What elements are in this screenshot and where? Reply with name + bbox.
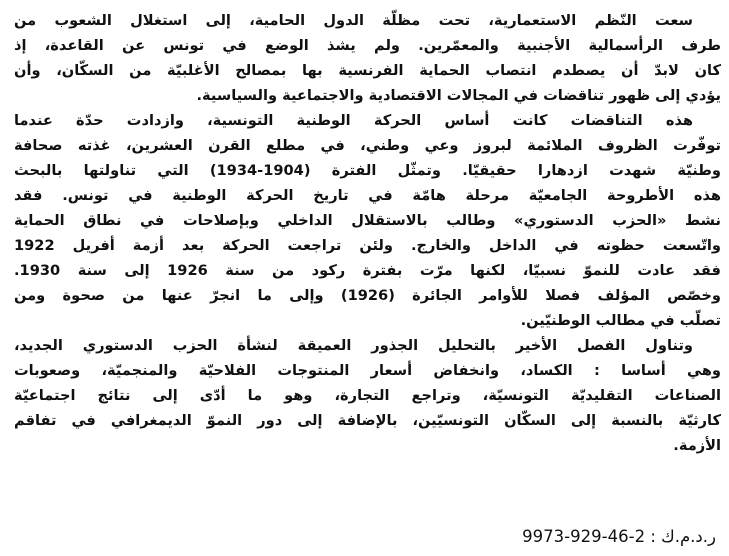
body-text — [14, 8, 721, 458]
text-line: وخصّص المؤلف فصلا للأوامر الجائرة (1926) وإلى ما انجرّ عنها من صحوة ومن — [14, 287, 721, 304]
text-line: يؤدي إلى ظهور تناقضات في المجالات الاقتصادية والاجتماعية والسياسية. — [196, 87, 721, 104]
text-line: وطنيّة شهدت ازدهارا حقيقيّا. وتمثّل الفترة (1904-1934) التي تناولتها بالبحث — [14, 162, 721, 179]
text-line: سعت النّظم الاستعمارية، تحت مظلّة الدول الحامية، إلى استغلال الشعوب من — [14, 12, 693, 29]
isbn-number: ر.د.م.ك : 2-46-929-9973 — [522, 527, 716, 546]
text-line: طرف الرأسمالية الأجنبية والمعمّرين. ولم يشذ الوضع في تونس عن القاعدة، إذ — [14, 37, 721, 54]
text-line: نشط «الحزب الدستوري» وطالب بالاستقلال الداخلي وبإصلاحات في نطاق الحماية — [14, 212, 721, 229]
text-line: كان لابدّ أن يصطدم انتصاب الحماية الفرنسية بها بمصالح الأغلبيّة من السكّان، وأن — [14, 62, 721, 79]
text-line: واتّسعت حظوته في الداخل والخارج. ولئن تراجعت الحركة بعد أزمة أفريل 1922 — [14, 237, 721, 254]
text-line: وتناول الفصل الأخير بالتحليل الجذور العميقة لنشأة الحزب الدستوري الجديد، — [14, 337, 693, 354]
text-line: الأزمة. — [673, 437, 721, 454]
text-line: فقد عادت للنموّ نسبيّا، لكنها مرّت بفترة ركود من سنة 1926 إلى سنة 1930. — [14, 262, 721, 279]
text-line: الصناعات التقليديّة التونسيّة، وتراجع التجارة، وهو ما أدّى إلى نتائج اجتماعيّة — [14, 387, 721, 404]
text-line: هذه الأطروحة الجامعيّة مرحلة هامّة في تاريخ الحركة الوطنية في تونس. فقد — [14, 187, 721, 204]
text-line: كارثيّة بالنسبة إلى السكّان التونسيّين، بالإضافة إلى دور النموّ الديمغرافي في تفاقم — [14, 412, 721, 429]
text-line: تصلّب في مطالب الوطنيّين. — [520, 312, 721, 329]
text-line: هذه التناقضات كانت أساس الحركة الوطنية التونسية، وازدادت حدّة عندما — [14, 112, 693, 129]
text-line: توفّرت الظروف الملائمة لبروز وعي وطني، في مطلع القرن العشرين، غذته صحافة — [14, 137, 721, 154]
text-line: وهي أساسا : الكساد، وانخفاض أسعار المنتوجات الفلاحيّة والمنجميّة، وصعوبات — [14, 362, 721, 379]
